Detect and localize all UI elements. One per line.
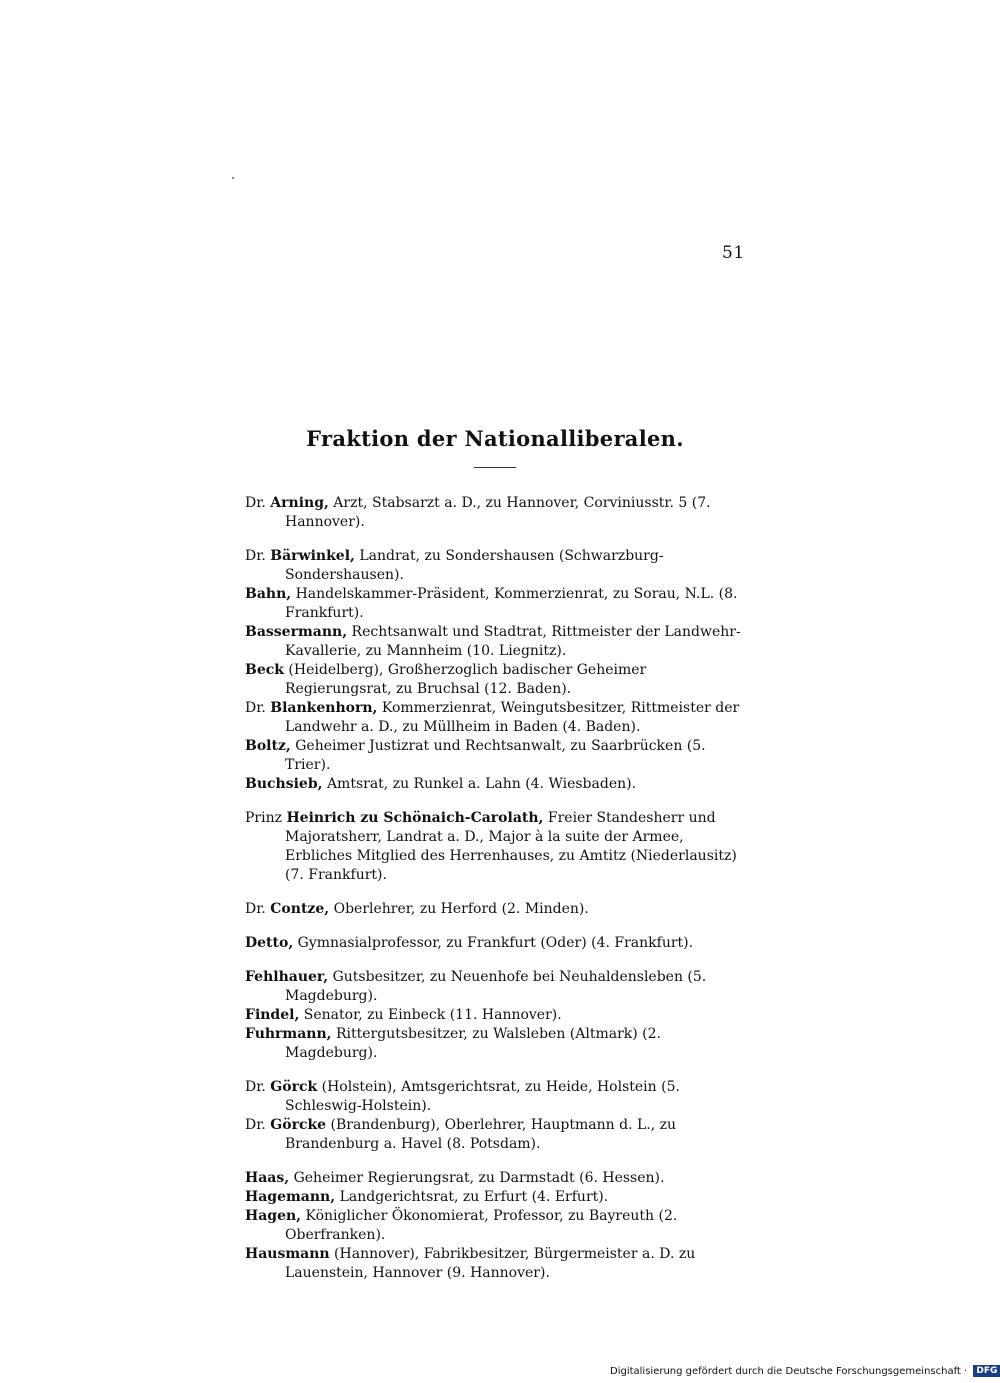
member-entry (245, 1006, 755, 1025)
member-name: Heinrich zu Schönaich-Carolath, (286, 810, 544, 826)
member-details: Geheimer Regierungsrat, zu Darmstadt (6. Hessen). (289, 1170, 665, 1186)
member-entry (245, 737, 755, 775)
member-name: Görcke (270, 1117, 327, 1133)
member-details: Geheimer Justizrat und Rechtsanwalt, zu Saarbrücken (5. Trier). (285, 738, 706, 773)
member-name: Hagen, (245, 1208, 302, 1224)
title-divider (474, 467, 516, 468)
member-name: Fuhrmann, (245, 1026, 332, 1042)
member-details: Rechtsanwalt und Stadtrat, Rittmeister der Landwehr-Kavallerie, zu Mannheim (10. Liegnitz). (285, 624, 741, 659)
member-details: Freier Standesherr und Majoratsherr, Landrat a. D., Major à la suite der Armee, Erbliches Mitglied des Herrenhauses, zu Amtitz (Niederlausitz) (7. Frankfurt). (285, 810, 737, 883)
member-entry (245, 1207, 755, 1245)
entry-group (245, 494, 755, 532)
section-title: Fraktion der Nationalliberalen. (306, 426, 684, 451)
footer-credit (610, 1365, 1000, 1377)
member-entry (245, 968, 755, 1006)
member-entry (245, 1245, 755, 1283)
member-details: Senator, zu Einbeck (11. Hannover). (299, 1007, 562, 1023)
member-entry (245, 661, 755, 699)
page-number: 51 (722, 243, 745, 263)
member-list (245, 494, 755, 1298)
member-details: Arzt, Stabsarzt a. D., zu Hannover, Corviniusstr. 5 (7. Hannover). (285, 495, 711, 530)
member-name: Detto, (245, 935, 294, 951)
member-details: Rittergutsbesitzer, zu Walsleben (Altmark) (2. Magdeburg). (285, 1026, 661, 1061)
member-name: Beck (245, 662, 284, 678)
entry-group (245, 968, 755, 1063)
footer-text: Digitalisierung gefördert durch die Deutsche Forschungsgemeinschaft · (610, 1366, 968, 1377)
member-entry (245, 1169, 755, 1188)
member-name: Findel, (245, 1007, 300, 1023)
dfg-logo: DFG (973, 1365, 1000, 1377)
member-entry (245, 934, 755, 953)
member-name: Görck (270, 1079, 318, 1095)
member-prefix: Dr. (245, 700, 271, 716)
entry-group (245, 934, 755, 953)
member-entry (245, 623, 755, 661)
member-entry (245, 585, 755, 623)
member-name: Haas, (245, 1170, 290, 1186)
member-name: Bassermann, (245, 624, 348, 640)
member-entry (245, 1025, 755, 1063)
member-entry (245, 494, 755, 532)
member-prefix: Dr. (245, 495, 271, 511)
entry-group (245, 1078, 755, 1154)
member-name: Hagemann, (245, 1189, 336, 1205)
member-name: Arning, (270, 495, 329, 511)
member-details: Landrat, zu Sondershausen (Schwarzburg-Sondershausen). (285, 548, 664, 583)
member-details: Oberlehrer, zu Herford (2. Minden). (329, 901, 589, 917)
entry-group (245, 900, 755, 919)
member-entry (245, 809, 755, 885)
member-entry (245, 1078, 755, 1116)
member-name: Fehlhauer, (245, 969, 329, 985)
scan-speck (232, 177, 234, 179)
member-name: Contze, (270, 901, 330, 917)
member-entry (245, 1116, 755, 1154)
member-details: Gutsbesitzer, zu Neuenhofe bei Neuhaldensleben (5. Magdeburg). (285, 969, 707, 1004)
member-details: Amtsrat, zu Runkel a. Lahn (4. Wiesbaden). (322, 776, 637, 792)
member-details: Gymnasialprofessor, zu Frankfurt (Oder) (4. Frankfurt). (293, 935, 694, 951)
member-entry (245, 699, 755, 737)
member-name: Hausmann (245, 1246, 330, 1262)
member-details: (Brandenburg), Oberlehrer, Hauptmann d. L., zu Brandenburg a. Havel (8. Potsdam). (285, 1117, 677, 1152)
member-entry (245, 1188, 755, 1207)
member-prefix: Dr. (245, 1079, 271, 1095)
member-name: Boltz, (245, 738, 291, 754)
member-entry (245, 900, 755, 919)
member-prefix: Dr. (245, 901, 271, 917)
member-details: Landgerichtsrat, zu Erfurt (4. Erfurt). (335, 1189, 609, 1205)
member-details: (Hannover), Fabrikbesitzer, Bürgermeister a. D. zu Lauenstein, Hannover (9. Hannover). (285, 1246, 696, 1281)
member-name: Buchsieb, (245, 776, 323, 792)
member-details: Handelskammer-Präsident, Kommerzienrat, zu Sorau, N.L. (8. Frankfurt). (285, 586, 738, 621)
member-details: Königlicher Ökonomierat, Professor, zu Bayreuth (2. Oberfranken). (285, 1208, 678, 1243)
member-details: (Holstein), Amtsgerichtsrat, zu Heide, Holstein (5. Schleswig-Holstein). (285, 1079, 680, 1114)
member-details: (Heidelberg), Großherzoglich badischer Geheimer Regierungsrat, zu Bruchsal (12. Baden). (283, 662, 647, 697)
member-entry (245, 775, 755, 794)
member-details: Kommerzienrat, Weingutsbesitzer, Rittmeister der Landwehr a. D., zu Müllheim in Baden (4. Baden). (285, 700, 740, 735)
member-name: Bärwinkel, (270, 548, 355, 564)
member-prefix: Prinz (245, 810, 287, 826)
member-name: Bahn, (245, 586, 292, 602)
member-prefix: Dr. (245, 1117, 271, 1133)
entry-group (245, 547, 755, 794)
member-prefix: Dr. (245, 548, 271, 564)
member-name: Blankenhorn, (270, 700, 378, 716)
entry-group (245, 809, 755, 885)
member-entry (245, 547, 755, 585)
entry-group (245, 1169, 755, 1283)
